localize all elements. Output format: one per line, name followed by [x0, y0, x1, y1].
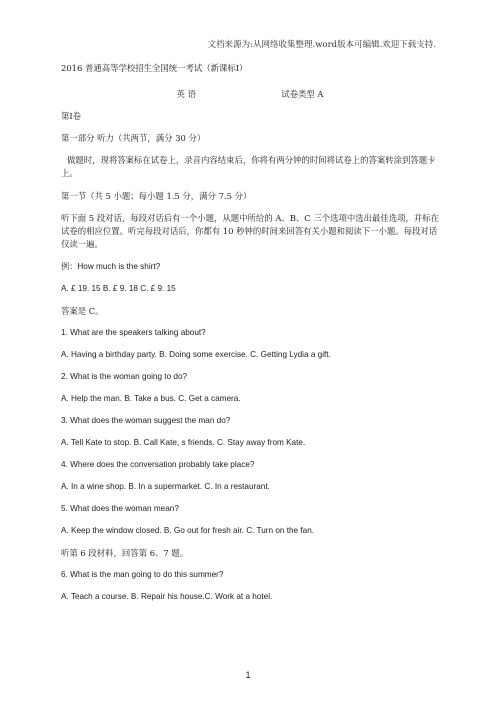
- question-stem: 5. What does the woman mean?: [61, 504, 179, 513]
- volume-heading: 第Ⅰ卷: [61, 111, 82, 121]
- question-stem: 6. What is the man going to do this summer?: [61, 570, 224, 579]
- question-options: A. Teach a course. B. Repair his house.C. Work at a hotel.: [61, 592, 273, 601]
- paper-type: 试卷类型 A: [281, 89, 324, 99]
- section1-heading: 第一节（共 5 小题；每小题 1.5 分，满分 7.5 分）: [61, 191, 252, 201]
- question-options: A. Keep the window closed. B. Go out for fresh air. C. Turn on the fan.: [61, 526, 315, 535]
- part1-heading: 第一部分 听力（共两节，满分 30 分）: [61, 133, 206, 143]
- question-stem: 4. Where does the conversation probably take place?: [61, 460, 255, 469]
- subject: 英 语: [176, 89, 196, 99]
- source-note: 文档来源为:从网络收集整理.word版本可编辑.欢迎下载支持.: [207, 40, 436, 50]
- subject-line: [61, 88, 439, 100]
- question-stem: 2. What is the woman going to do?: [61, 372, 188, 381]
- exam-title: 2016 普通高等学校招生全国统一考试（新课标Ⅰ）: [61, 63, 248, 73]
- question-options: A. In a wine shop. B. In a supermarket. C. In a restaurant.: [61, 482, 270, 491]
- question-options: A. Help the man. B. Take a bus. C. Get a camera.: [61, 394, 241, 403]
- section1-directions: 听下面 5 段对话，每段对话后有一个小题，从题中所给的 A、B、C 三个选项中选出最佳选项，并标在试卷的相应位置。听完每段对话后，你都有 10 秒钟的时间来回答有关小题和阅读下一小题。每段对话仅读一遍。: [61, 213, 439, 249]
- example-answer: 答案是 C。: [61, 306, 104, 316]
- page-number: 1: [245, 670, 251, 680]
- question-stem: 3. What does the woman suggest the man do?: [61, 416, 231, 425]
- question-options: A. Tell Kate to stop. B. Call Kate, s friends. C. Stay away from Kate.: [61, 438, 306, 447]
- instructions: 做题时，现将答案标在试卷上，录音内容结束后，你将有两分钟的时间将试卷上的答案转涂到答题卡上。: [61, 155, 436, 178]
- example-options: A. £ 19. 15 B. £ 9. 18 C. £ 9. 15: [61, 284, 176, 293]
- question-options: A. Having a birthday party. B. Doing some exercise. C. Getting Lydia a gift.: [61, 350, 331, 359]
- question-stem: 1. What are the speakers talking about?: [61, 328, 206, 337]
- material-6-heading: 听第 6 段材料，回答第 6、7 题。: [61, 548, 189, 558]
- document-body: [61, 62, 439, 613]
- example-question: 例：How much is the shirt?: [61, 262, 161, 271]
